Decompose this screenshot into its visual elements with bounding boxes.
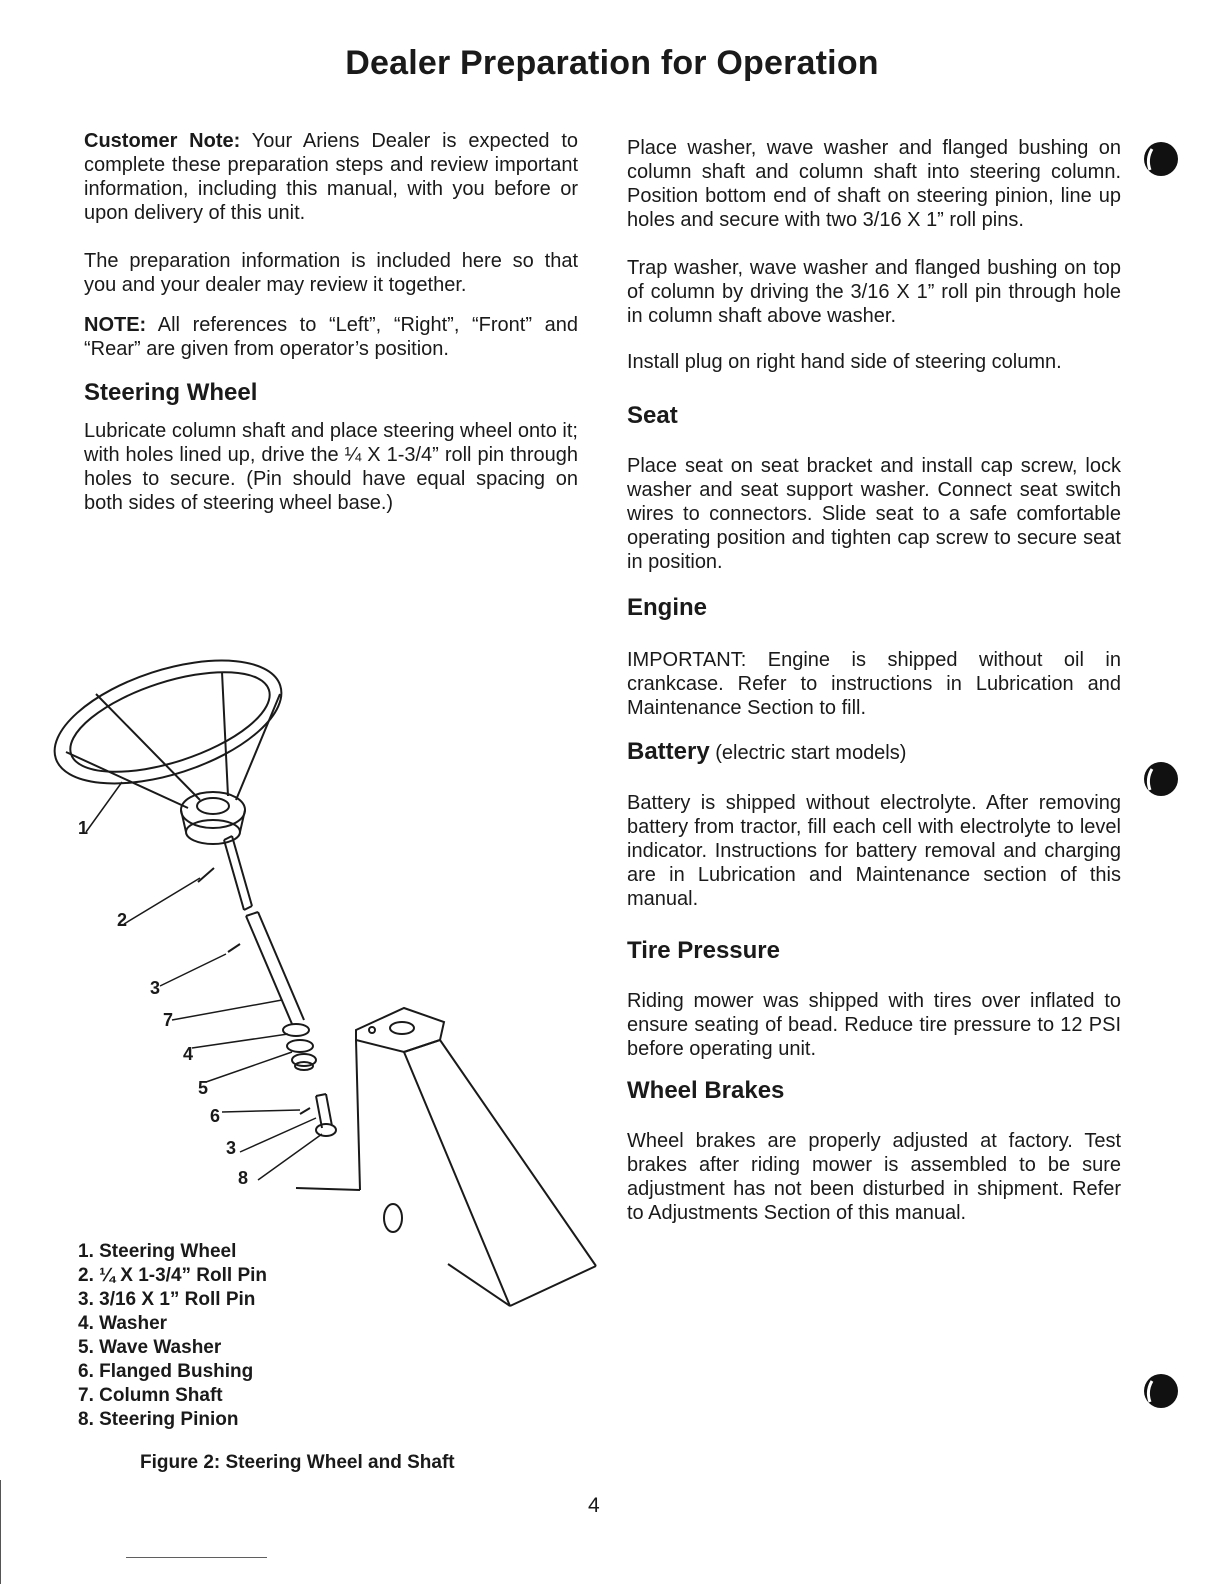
prep-info-paragraph: The preparation information is included here so that you and your dealer may review it together.: [84, 250, 578, 296]
figure-caption: Figure 2: Steering Wheel and Shaft: [140, 1452, 455, 1473]
steering-wheel-paragraph: Lubricate column shaft and place steering wheel onto it; with holes lined up, drive the ¼ X 1-3/4” roll pin through holes to secure. (Pin should have equal spacing on both sides of steering wheel base.): [84, 420, 578, 514]
page-number: 4: [588, 1494, 600, 1517]
binder-hole-icon: [1142, 760, 1180, 798]
note-label: NOTE:: [84, 314, 147, 336]
battery-subheading: (electric start models): [709, 742, 907, 764]
tire-pressure-heading: Tire Pressure: [627, 937, 780, 964]
binder-hole-icon: [1142, 140, 1180, 178]
seat-paragraph: Place seat on seat bracket and install cap screw, lock washer and seat support washer. Connect seat switch wires to connectors. Slide seat to a safe comfortable operating position and tighten cap screw to secure seat in position.: [627, 455, 1121, 573]
engine-paragraph: IMPORTANT: Engine is shipped without oil in crankcase. Refer to instructions in Lubrication and Maintenance Section to fill.: [627, 649, 1121, 719]
battery-paragraph: Battery is shipped without electrolyte. After removing battery from tractor, fill each cell with electrolyte to level indicator. Instructions for battery removal and charging are in Lubrication and Maintenance section of this manual.: [627, 792, 1121, 910]
steering-wheel-heading: Steering Wheel: [84, 379, 258, 406]
callout-2: 2: [117, 910, 128, 930]
legend-item: 8. Steering Pinion: [78, 1409, 239, 1430]
column-shaft-paragraph: Place washer, wave washer and flanged bushing on column shaft and column shaft into steering column. Position bottom end of shaft on steering pinion, line up holes and secure with two 3/16 X 1” roll pins.: [627, 137, 1121, 231]
engine-heading: Engine: [627, 594, 708, 621]
callout-6: 6: [210, 1106, 221, 1126]
legend-item: 4. Washer: [78, 1313, 168, 1334]
legend-item: 1. Steering Wheel: [78, 1241, 237, 1262]
steering-pinion: [316, 1094, 332, 1128]
right-column: [627, 136, 1121, 1225]
roll-pin-2: [198, 868, 214, 882]
customer-note-label: Customer Note:: [84, 130, 241, 152]
wheel-brakes-paragraph: Wheel brakes are properly adjusted at factory. Test brakes after riding mower is assembled to be sure adjustment has not been disturbed in shipment. Refer to Adjustments Section of this manual.: [627, 1130, 1121, 1224]
legend-item: 7. Column Shaft: [78, 1385, 223, 1406]
wave-washer: [287, 1040, 313, 1052]
callout-7: 7: [163, 1010, 174, 1030]
seat-heading: Seat: [627, 402, 678, 429]
customer-note-text: Your Ariens Dealer is expected to complete these preparation steps and review important information, including this manual, with you before or upon delivery of this unit.: [84, 130, 579, 224]
legend-item: 3. 3/16 X 1” Roll Pin: [78, 1289, 256, 1310]
callout-3: 3: [150, 978, 161, 998]
page-title: Dealer Preparation for Operation: [345, 44, 879, 82]
note-text: All references to “Left”, “Right”, “Front” and “Rear” are given from operator’s position.: [84, 314, 578, 360]
legend-item: 6. Flanged Bushing: [78, 1361, 254, 1382]
callout-5: 5: [198, 1078, 209, 1098]
figure-legend: [78, 1240, 267, 1432]
battery-heading: Battery: [627, 738, 710, 765]
tire-pressure-paragraph: Riding mower was shipped with tires over inflated to ensure seating of bead. Reduce tire pressure to 12 PSI before operating unit.: [627, 990, 1121, 1060]
legend-item: 2. ¼ X 1-3/4” Roll Pin: [78, 1265, 268, 1286]
install-plug-paragraph: Install plug on right hand side of steering column.: [627, 351, 1062, 373]
wheel-brakes-heading: Wheel Brakes: [627, 1077, 785, 1104]
roll-pin-3: [228, 944, 240, 952]
callout-8: 8: [238, 1168, 249, 1188]
steering-wheel-rim: [40, 636, 297, 808]
legend-item: 5. Wave Washer: [78, 1337, 222, 1358]
callout-1: 1: [78, 818, 89, 838]
binder-hole-icon: [1142, 1372, 1180, 1410]
battery-heading-line: [627, 740, 1121, 765]
scan-edge: [0, 1480, 1, 1584]
callout-3-lower: 3: [226, 1138, 237, 1158]
column-shaft-lower: [246, 912, 304, 1024]
bottom-rule: [126, 1557, 267, 1558]
trap-washer-paragraph: Trap washer, wave washer and flanged bushing on top of column by driving the 3/16 X 1” roll pin through hole in column shaft above washer.: [627, 257, 1121, 327]
callout-4: 4: [183, 1044, 194, 1064]
column-shaft-upper: [224, 836, 252, 910]
